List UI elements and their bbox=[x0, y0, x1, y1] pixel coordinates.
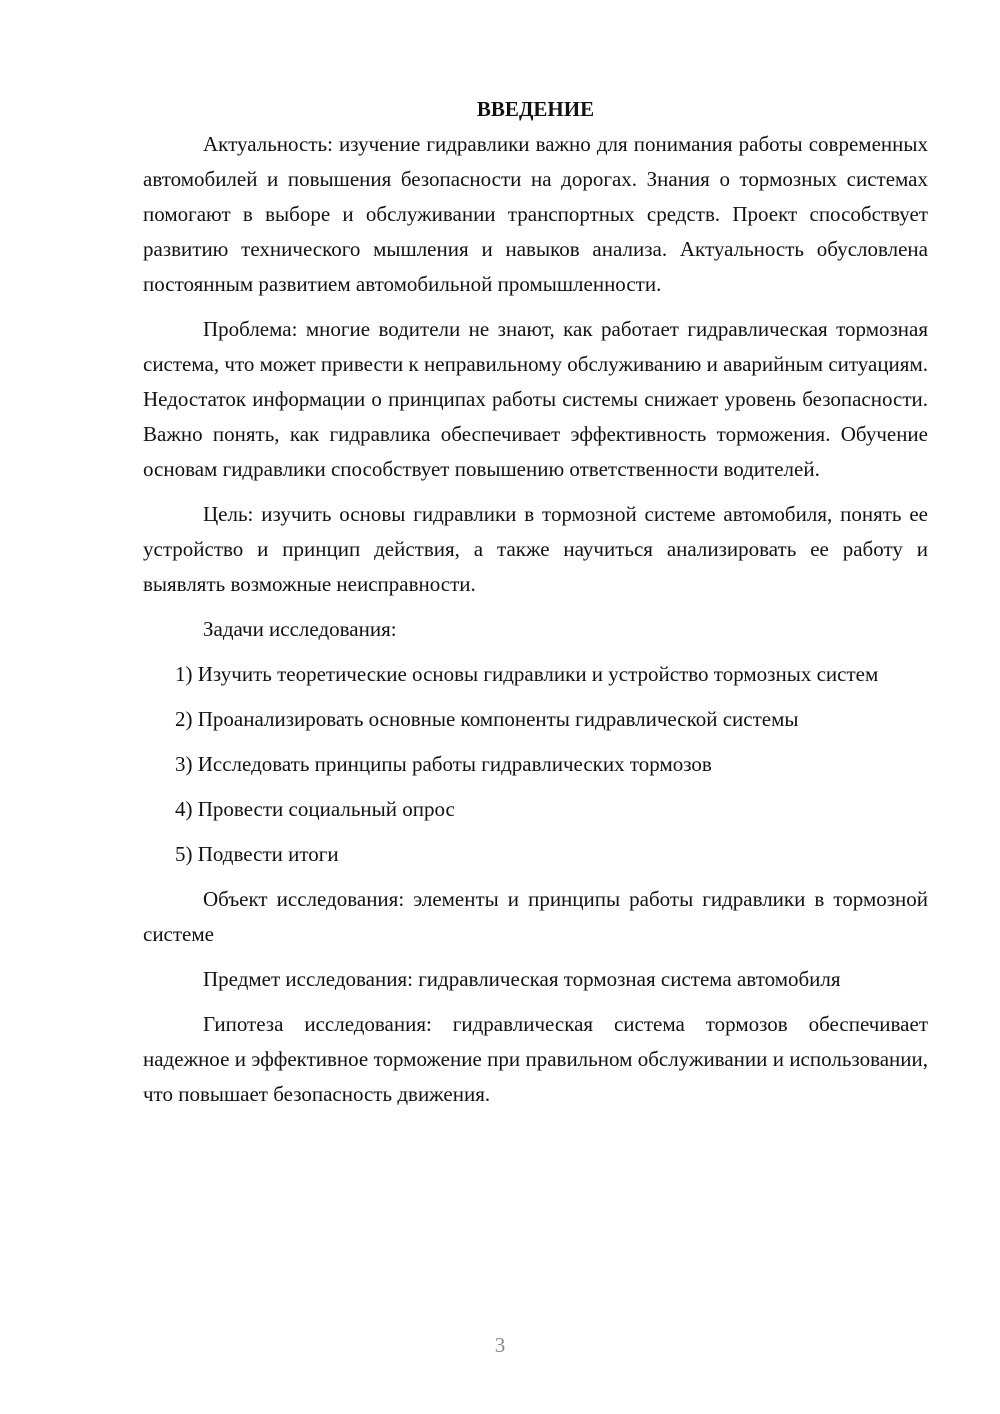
paragraph-object: Объект исследования: элементы и принципы работы гидравлики в тормозной системе bbox=[143, 887, 928, 946]
tasks-list bbox=[143, 657, 928, 872]
task-item: 3) Исследовать принципы работы гидравлических тормозов bbox=[175, 752, 712, 776]
paragraph-subject: Предмет исследования: гидравлическая тормозная система автомобиля bbox=[203, 967, 841, 991]
page-title: ВВЕДЕНИЕ bbox=[476, 97, 595, 121]
paragraph-relevance: Актуальность: изучение гидравлики важно для понимания работы современных автомобилей и повышения безопасности на дорогах. Знания о тормозных системах помогают в выборе и обслуживании транспортных средств. Проект способствует развитию технического мышления и навыков анализа. Актуальность обусловлена постоянным развитием автомобильной промышленности. bbox=[143, 132, 928, 296]
document-page bbox=[143, 92, 928, 1122]
tasks-heading: Задачи исследования: bbox=[203, 617, 397, 641]
task-item: 4) Провести социальный опрос bbox=[175, 797, 455, 821]
task-item: 5) Подвести итоги bbox=[175, 842, 339, 866]
paragraph-problem: Проблема: многие водители не знают, как работает гидравлическая тормозная система, что может привести к неправильному обслуживанию и аварийным ситуациям. Недостаток информации о принципах работы системы снижает уровень безопасности. Важно понять, как гидравлика обеспечивает эффективность торможения. Обучение основам гидравлики способствует повышению ответственности водителей. bbox=[143, 317, 928, 481]
page-number: 3 bbox=[494, 1333, 506, 1357]
task-item: 2) Проанализировать основные компоненты гидравлической системы bbox=[175, 707, 799, 731]
paragraph-hypothesis: Гипотеза исследования: гидравлическая система тормозов обеспечивает надежное и эффективное торможение при правильном обслуживании и использовании, что повышает безопасность движения. bbox=[143, 1012, 928, 1106]
paragraph-goal: Цель: изучить основы гидравлики в тормозной системе автомобиля, понять ее устройство и принцип действия, а также научиться анализировать ее работу и выявлять возможные неисправности. bbox=[143, 502, 928, 596]
task-item: 1) Изучить теоретические основы гидравлики и устройство тормозных систем bbox=[175, 662, 879, 686]
